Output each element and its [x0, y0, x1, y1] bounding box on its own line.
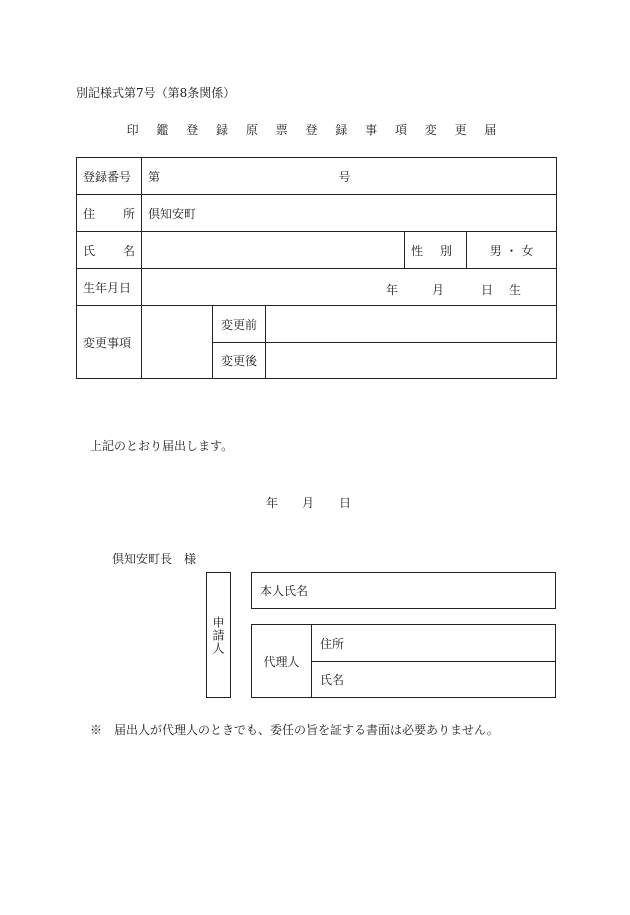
gender-label-first: 性 [411, 243, 424, 258]
proxy-address-label: 住所 [320, 636, 345, 651]
registration-number-prefix: 第 [148, 169, 161, 184]
name-label-second: 名 [122, 243, 135, 258]
birthdate-label: 生年月日 [77, 269, 142, 306]
registration-number-suffix: 号 [338, 169, 351, 184]
change-item-label: 変更事項 [77, 306, 142, 379]
before-change-label: 変更前 [213, 306, 266, 343]
date-month: 月 [302, 496, 315, 510]
gender-options[interactable]: 男 ・ 女 [467, 232, 557, 269]
table-row [77, 269, 557, 306]
applicant-box [206, 572, 231, 698]
address-field[interactable] [142, 195, 557, 232]
table-row [77, 306, 557, 343]
date-day: 日 [339, 496, 352, 510]
address-label [77, 195, 142, 232]
registration-number-field[interactable] [142, 158, 557, 195]
statement: 上記のとおり届出します。 [90, 439, 234, 453]
table-row [77, 195, 557, 232]
after-change-label: 変更後 [213, 343, 266, 379]
birthdate-field[interactable] [142, 269, 557, 306]
table-row [77, 232, 557, 269]
date-year: 年 [266, 496, 279, 510]
birth-month: 月 [432, 283, 445, 297]
registration-number-label: 登録番号 [77, 158, 142, 195]
registration-table [76, 157, 557, 379]
before-change-field[interactable] [266, 306, 557, 343]
birth-year: 年 [386, 283, 399, 297]
table-row [77, 158, 557, 195]
address-value: 倶知安町 [148, 206, 197, 221]
gender-label-second: 別 [439, 243, 452, 258]
name-label-first: 氏 [83, 243, 96, 258]
change-item-field[interactable] [142, 306, 213, 379]
proxy-address-field[interactable] [311, 624, 556, 662]
form-title: 印 鑑 登 録 原 票 登 録 事 項 変 更 届 [126, 123, 504, 137]
after-change-field[interactable] [266, 343, 557, 379]
proxy-label: 代理人 [263, 654, 300, 669]
address-label-first: 住 [83, 206, 96, 221]
birth-suffix: 生 [509, 283, 522, 297]
form-reference: 別記様式第7号（第8条関係） [76, 86, 236, 100]
proxy-name-label: 氏名 [320, 673, 345, 687]
addressee: 倶知安町長 様 [112, 552, 197, 566]
self-name-label: 本人氏名 [260, 584, 309, 598]
proxy-box [251, 624, 312, 698]
proxy-name-field[interactable] [311, 661, 556, 698]
birth-day: 日 [481, 283, 494, 297]
note: ※ 届出人が代理人のときでも、委任の旨を証する書面は必要ありません。 [90, 723, 499, 737]
address-label-second: 所 [122, 206, 135, 221]
gender-label [405, 232, 467, 269]
applicant-label: 申請人 [211, 615, 225, 655]
name-label [77, 232, 142, 269]
self-name-field[interactable] [251, 572, 556, 609]
name-field[interactable] [142, 232, 405, 269]
